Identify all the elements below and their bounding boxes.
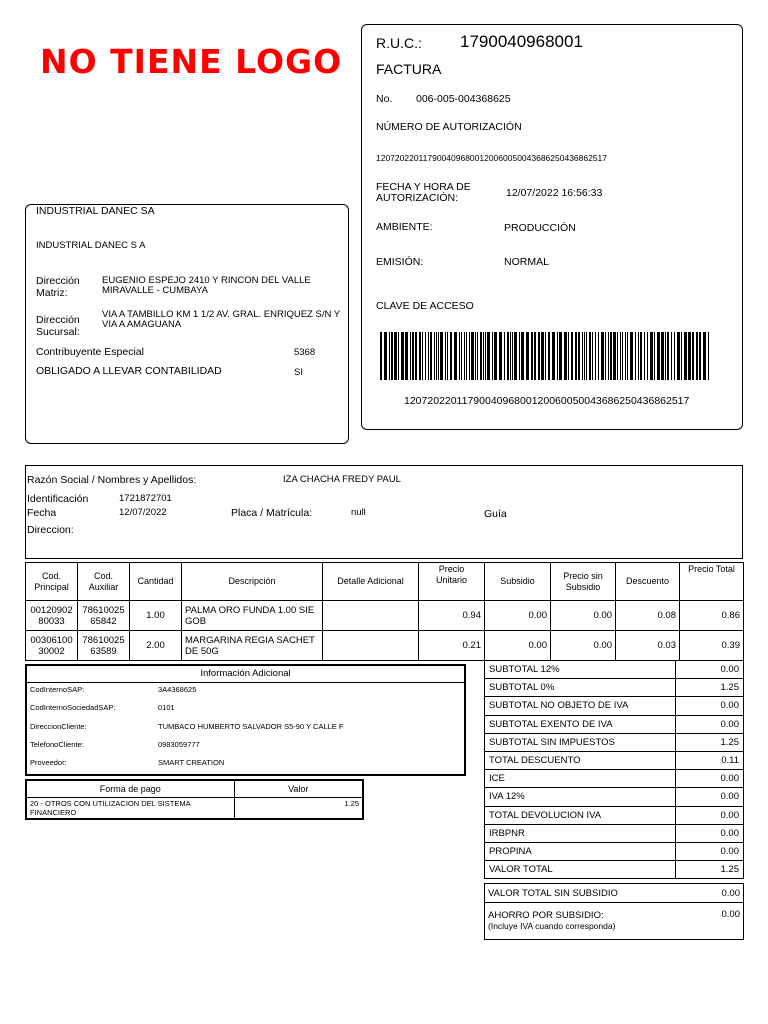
info-label: TelefonoCliente: <box>30 740 84 749</box>
barcode-bar <box>564 332 567 380</box>
total-label: IVA 12% <box>485 788 676 806</box>
row-precio-unitario: 0.21 <box>419 631 485 661</box>
subsidy-table <box>484 883 744 940</box>
barcode-bar <box>657 332 660 380</box>
barcode-bar <box>647 332 648 380</box>
total-row-subtotal-12 <box>485 661 744 679</box>
subsidy-total-label: VALOR TOTAL SIN SUBSIDIO <box>485 884 676 903</box>
barcode-bar <box>521 332 524 380</box>
barcode-bar <box>696 332 698 380</box>
barcode-bar <box>475 332 476 380</box>
col-header-precio-unitario: Precio Unitario <box>419 563 485 601</box>
invoice-no: 006-005-004368625 <box>416 93 511 105</box>
total-value: 0.00 <box>676 842 744 860</box>
ruc-label: R.U.C.: <box>376 35 422 51</box>
info-title-divider <box>25 682 466 683</box>
subsidy-total: 0.00 <box>676 884 744 903</box>
total-value: 1.25 <box>676 861 744 879</box>
barcode-bar <box>671 332 672 380</box>
logo-placeholder: NO TIENE LOGO <box>40 42 343 81</box>
matriz-label: Dirección Matriz: <box>36 275 80 299</box>
total-label: SUBTOTAL SIN IMPUESTOS <box>485 733 676 751</box>
items-header-row <box>26 563 744 601</box>
payment-value: 1.25 <box>234 797 363 819</box>
plate-label: Placa / Matrícula: <box>231 507 313 519</box>
barcode-bar <box>380 332 382 380</box>
barcode-bar <box>428 332 429 380</box>
col-header-detalle: Detalle Adicional <box>323 563 419 601</box>
barcode-bar <box>405 332 408 380</box>
total-row-propina <box>485 842 744 860</box>
row-precio-sin-subsidio: 0.00 <box>551 631 616 661</box>
total-label: SUBTOTAL EXENTO DE IVA <box>485 715 676 733</box>
barcode-bar <box>438 332 439 380</box>
col-header-cod-principal: Cod. Principal <box>26 563 78 601</box>
total-label: SUBTOTAL NO OBJETO DE IVA <box>485 697 676 715</box>
customer-address-label: Direccion: <box>27 524 74 536</box>
barcode-bar <box>625 332 626 380</box>
barcode-bar <box>469 332 470 380</box>
col-header-precio-total: Precio Total <box>680 563 744 601</box>
row-precio-total: 0.39 <box>680 631 744 661</box>
col-header-descuento: Descuento <box>616 563 680 601</box>
barcode-bar <box>557 332 558 380</box>
barcode-bar <box>677 332 680 380</box>
barcode-bar <box>531 332 533 380</box>
barcode-bar <box>425 332 426 380</box>
info-label: CodInternoSociedadSAP: <box>30 703 116 712</box>
barcode-bar <box>485 332 486 380</box>
issuer-name: INDUSTRIAL DANEC SA <box>36 205 155 217</box>
total-value: 0.00 <box>676 788 744 806</box>
total-label: VALOR TOTAL <box>485 861 676 879</box>
row-descuento: 0.08 <box>616 601 680 631</box>
info-value: SMART CREATION <box>158 758 225 767</box>
info-value: TUMBACO HUMBERTO SALVADOR S5-90 Y CALLE F <box>158 722 344 731</box>
barcode-bar <box>541 332 544 380</box>
barcode-bar <box>665 332 666 380</box>
col-header-subsidio: Subsidio <box>485 563 551 601</box>
row-cantidad: 2.00 <box>130 631 182 661</box>
table-row <box>26 631 744 661</box>
col-header-cantidad: Cantidad <box>130 563 182 601</box>
barcode-bar <box>450 332 452 380</box>
barcode-bar <box>412 332 414 380</box>
auth-number: 1207202201179004096800120060050043686250436862517 <box>376 153 608 163</box>
barcode-bar <box>510 332 511 380</box>
row-cod-auxiliar: 7861002563589 <box>78 631 130 661</box>
barcode-bar <box>650 332 653 380</box>
barcode-bar <box>419 332 421 380</box>
subsidy-saving-cell <box>485 903 676 940</box>
barcode-bar <box>477 332 478 380</box>
barcode-bar <box>391 332 393 380</box>
barcode-bar <box>617 332 618 380</box>
barcode-bar <box>440 332 443 380</box>
barcode-bar <box>622 332 623 380</box>
col-header-cod-auxiliar: Cod. Auxiliar <box>78 563 130 601</box>
barcode-bar <box>592 332 593 380</box>
info-value: 0101 <box>158 703 175 712</box>
barcode-bar <box>471 332 474 380</box>
barcode-bar <box>620 332 621 380</box>
total-row-descuento <box>485 751 744 769</box>
barcode-bar <box>487 332 490 380</box>
barcode-bar <box>545 332 546 380</box>
barcode-bar <box>571 332 573 380</box>
barcode-image <box>380 332 710 380</box>
row-detalle <box>323 631 419 661</box>
doc-type: FACTURA <box>376 61 442 77</box>
barcode-bar <box>601 332 604 380</box>
total-row-sin-impuestos <box>485 733 744 751</box>
invoice-no-label: No. <box>376 93 393 105</box>
barcode-bar <box>480 332 482 380</box>
row-cod-auxiliar: 7861002565842 <box>78 601 130 631</box>
clave-number: 1207202201179004096800120060050043686250436862517 <box>404 395 690 407</box>
info-label: CodInternoSAP: <box>30 685 85 694</box>
conta-label: OBLIGADO A LLEVAR CONTABILIDAD <box>36 365 222 377</box>
subsidy-saving-label: AHORRO POR SUBSIDIO: <box>488 910 604 921</box>
total-value: 1.25 <box>676 733 744 751</box>
barcode-bar <box>398 332 399 380</box>
total-row-iva <box>485 788 744 806</box>
barcode-bar <box>582 332 583 380</box>
col-header-precio-sin-subsidio: Precio sin Subsidio <box>551 563 616 601</box>
barcode-bar <box>534 332 536 380</box>
auth-date-label: FECHA Y HORA DE AUTORIZACIÓN: <box>376 181 471 204</box>
payment-method: 20 - OTROS CON UTILIZACION DEL SISTEMA FINANCIERO <box>26 797 234 819</box>
info-label: Proveedor: <box>30 758 67 767</box>
barcode-bar <box>430 332 432 380</box>
barcode-bar <box>415 332 417 380</box>
ambiente-value: PRODUCCIÓN <box>504 222 576 234</box>
barcode-bar <box>514 332 517 380</box>
barcode-bar <box>699 332 701 380</box>
sucursal-address: VIA A TAMBILLO KM 1 1/2 AV. GRAL. ENRIQUEZ S/N Y VIA A AMAGUANA <box>102 309 340 330</box>
guia-label: Guía <box>484 508 507 520</box>
barcode-bar <box>459 332 460 380</box>
items-table <box>25 562 744 661</box>
total-row-ice <box>485 770 744 788</box>
ambiente-label: AMBIENTE: <box>376 221 433 233</box>
total-value: 0.00 <box>676 770 744 788</box>
payment-value-header: Valor <box>234 780 363 797</box>
total-label: TOTAL DESCUENTO <box>485 751 676 769</box>
barcode-bar <box>504 332 505 380</box>
barcode-bar <box>667 332 669 380</box>
barcode-bar <box>483 332 484 380</box>
total-value: 0.00 <box>676 824 744 842</box>
info-value: 0983059777 <box>158 740 200 749</box>
customer-date: 12/07/2022 <box>119 507 167 518</box>
auth-date: 12/07/2022 16:56:33 <box>506 187 603 199</box>
barcode-bar <box>681 332 682 380</box>
row-precio-unitario: 0.94 <box>419 601 485 631</box>
barcode-bar <box>492 332 493 380</box>
row-descripcion: MARGARINA REGIA SACHET DE 50G <box>182 631 323 661</box>
total-row-subtotal-0 <box>485 679 744 697</box>
emision-label: EMISIÓN: <box>376 256 424 268</box>
info-box <box>25 664 466 776</box>
barcode-bar <box>447 332 448 380</box>
barcode-bar <box>436 332 437 380</box>
row-precio-sin-subsidio: 0.00 <box>551 601 616 631</box>
total-value: 0.00 <box>676 715 744 733</box>
customer-id: 1721872701 <box>119 493 172 504</box>
subsidy-saving-note: (Incluye IVA cuando corresponda) <box>488 921 616 931</box>
total-label: ICE <box>485 770 676 788</box>
col-header-descripcion: Descripción <box>182 563 323 601</box>
barcode-bar <box>461 332 462 380</box>
barcode-bar <box>384 332 387 380</box>
barcode-bar <box>630 332 633 380</box>
barcode-bar <box>684 332 687 380</box>
total-value: 0.00 <box>676 806 744 824</box>
total-value: 0.11 <box>676 751 744 769</box>
barcode-bar <box>640 332 642 380</box>
info-value: 3A4368625 <box>158 685 197 694</box>
barcode-bar <box>552 332 555 380</box>
barcode-bar <box>654 332 655 380</box>
row-subsidio: 0.00 <box>485 601 551 631</box>
barcode-bar <box>578 332 580 380</box>
barcode-bar <box>703 332 706 380</box>
total-row-no-objeto <box>485 697 744 715</box>
barcode-bar <box>445 332 446 380</box>
barcode-bar <box>598 332 599 380</box>
total-label: PROPINA <box>485 842 676 860</box>
barcode-bar <box>605 332 606 380</box>
barcode-bar <box>512 332 513 380</box>
sucursal-label: Dirección Sucursal: <box>36 314 80 338</box>
barcode-bar <box>568 332 569 380</box>
total-value: 0.00 <box>676 661 744 679</box>
row-cantidad: 1.00 <box>130 601 182 631</box>
barcode-bar <box>692 332 694 380</box>
total-row-devolucion-iva <box>485 806 744 824</box>
barcode-bar <box>538 332 540 380</box>
totals-table <box>484 660 744 879</box>
barcode-bar <box>394 332 397 380</box>
barcode-bar <box>635 332 636 380</box>
matriz-address: EUGENIO ESPEJO 2410 Y RINCON DEL VALLE MIRAVALLE - CUMBAYA <box>102 275 311 296</box>
barcode-bar <box>454 332 457 380</box>
auth-label: NÚMERO DE AUTORIZACIÓN <box>376 121 522 133</box>
customer-name-label: Razón Social / Nombres y Apellidos: <box>27 474 197 486</box>
barcode-bar <box>638 332 639 380</box>
barcode-bar <box>586 332 587 380</box>
total-row-valor-total <box>485 861 744 879</box>
barcode-bar <box>389 332 390 380</box>
info-title: Información Adicional <box>200 668 291 679</box>
barcode-bar <box>466 332 467 380</box>
barcode-bar <box>584 332 585 380</box>
barcode-bar <box>499 332 502 380</box>
barcode-bar <box>519 332 520 380</box>
barcode-bar <box>613 332 616 380</box>
barcode-bar <box>627 332 628 380</box>
barcode-bar <box>708 332 709 380</box>
barcode-bar <box>526 332 529 380</box>
conta-value: SI <box>294 367 303 378</box>
row-precio-total: 0.86 <box>680 601 744 631</box>
total-value: 1.25 <box>676 679 744 697</box>
customer-name: IZA CHACHA FREDY PAUL <box>283 474 401 485</box>
row-descuento: 0.03 <box>616 631 680 661</box>
table-row <box>26 601 744 631</box>
row-subsidio: 0.00 <box>485 631 551 661</box>
contrib-label: Contribuyente Especial <box>36 346 144 358</box>
customer-id-label: Identificación <box>27 493 89 505</box>
barcode-bar <box>507 332 509 380</box>
barcode-bar <box>464 332 465 380</box>
total-label: SUBTOTAL 0% <box>485 679 676 697</box>
emision-value: NORMAL <box>504 256 549 268</box>
barcode-bar <box>410 332 411 380</box>
barcode-bar <box>644 332 645 380</box>
issuer-trade-name: INDUSTRIAL DANEC S A <box>36 240 146 251</box>
barcode-bar <box>589 332 591 380</box>
barcode-bar <box>434 332 435 380</box>
plate-value: null <box>351 507 366 518</box>
barcode-bar <box>401 332 404 380</box>
payment-table <box>25 779 364 820</box>
subsidy-saving: 0.00 <box>676 903 744 940</box>
barcode-bar <box>688 332 691 380</box>
customer-date-label: Fecha <box>27 507 57 519</box>
total-row-irbpnr <box>485 824 744 842</box>
clave-label: CLAVE DE ACCESO <box>376 300 474 312</box>
barcode-bar <box>575 332 577 380</box>
barcode-bar <box>661 332 664 380</box>
barcode-bar <box>422 332 423 380</box>
total-label: TOTAL DEVOLUCION IVA <box>485 806 676 824</box>
barcode-bar <box>494 332 497 380</box>
row-descripcion: PALMA ORO FUNDA 1.00 SIE GOB <box>182 601 323 631</box>
barcode-bar <box>559 332 562 380</box>
row-cod-principal: 0012090280033 <box>26 601 78 631</box>
row-cod-principal: 0030610030002 <box>26 631 78 661</box>
barcode-bar <box>610 332 612 380</box>
barcode-bar <box>608 332 609 380</box>
ruc-number: 1790040968001 <box>460 32 583 51</box>
total-label: IRBPNR <box>485 824 676 842</box>
row-detalle <box>323 601 419 631</box>
total-value: 0.00 <box>676 697 744 715</box>
payment-method-header: Forma de pago <box>26 780 234 797</box>
barcode-bar <box>548 332 550 380</box>
info-label: DireccionCliente: <box>30 722 87 731</box>
total-row-exento <box>485 715 744 733</box>
total-label: SUBTOTAL 12% <box>485 661 676 679</box>
barcode-bar <box>674 332 675 380</box>
barcode-bar <box>595 332 596 380</box>
contrib-value: 5368 <box>294 347 316 358</box>
